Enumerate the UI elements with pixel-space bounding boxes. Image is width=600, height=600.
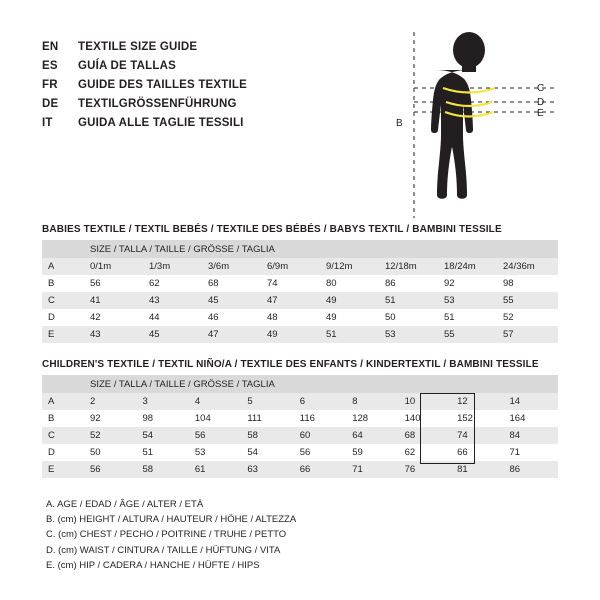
cell: 54 [138, 427, 190, 444]
cell: 51 [138, 444, 190, 461]
header-blank-cell [42, 375, 86, 393]
cell: 76 [401, 461, 453, 478]
cell: 64 [348, 427, 400, 444]
table-row [42, 393, 558, 410]
title-row [42, 38, 342, 57]
cell: 8 [348, 393, 400, 410]
cell: 14 [506, 393, 559, 410]
language-code-en: EN [42, 41, 59, 53]
cell: 0/1m [86, 258, 145, 275]
row-label-a: A [42, 393, 86, 410]
cell: 63 [243, 461, 295, 478]
cell: 18/24m [440, 258, 499, 275]
cell: 55 [440, 326, 499, 343]
cell: 81 [453, 461, 505, 478]
cell: 43 [145, 292, 204, 309]
table-row [42, 258, 558, 275]
title-row [42, 76, 342, 95]
title-text-fr: GUIDE DES TAILLES TEXTILE [78, 79, 247, 91]
table-row [42, 427, 558, 444]
row-label-c: C [42, 292, 86, 309]
title-text-en: TEXTILE SIZE GUIDE [78, 41, 198, 53]
header-blank-cell [42, 240, 86, 258]
cell: 45 [145, 326, 204, 343]
body-measurement-figure [391, 26, 566, 216]
cell: 55 [499, 292, 558, 309]
cell: 74 [263, 275, 322, 292]
language-code-fr: FR [42, 79, 58, 91]
children-size-table [42, 375, 558, 478]
cell: 43 [86, 326, 145, 343]
row-label-b: B [42, 275, 86, 292]
row-label-d: D [42, 309, 86, 326]
cell: 62 [401, 444, 453, 461]
cell: 104 [191, 410, 243, 427]
cell: 71 [348, 461, 400, 478]
cell: 6/9m [263, 258, 322, 275]
title-text-de: TEXTILGRÖSSENFÜHRUNG [78, 98, 237, 110]
cell: 47 [204, 326, 263, 343]
title-text-it: GUIDA ALLE TAGLIE TESSILI [78, 117, 244, 129]
cell: 4 [191, 393, 243, 410]
cell: 45 [204, 292, 263, 309]
cell: 66 [453, 444, 505, 461]
title-row [42, 57, 342, 76]
cell: 86 [381, 275, 440, 292]
marker-e: E [537, 108, 544, 119]
cell: 3/6m [204, 258, 263, 275]
cell: 24/36m [499, 258, 558, 275]
cell: 68 [204, 275, 263, 292]
marker-c: C [537, 83, 545, 94]
title-row [42, 114, 342, 133]
cell: 111 [243, 410, 295, 427]
cell: 49 [322, 309, 381, 326]
cell: 42 [86, 309, 145, 326]
cell: 57 [499, 326, 558, 343]
language-code-es: ES [42, 60, 58, 72]
table-row [42, 444, 558, 461]
table-header-row [42, 375, 558, 393]
cell: 49 [263, 326, 322, 343]
cell: 68 [401, 427, 453, 444]
cell: 50 [381, 309, 440, 326]
row-label-c: C [42, 427, 86, 444]
cell: 54 [243, 444, 295, 461]
cell: 49 [322, 292, 381, 309]
cell: 2 [86, 393, 138, 410]
cell: 48 [263, 309, 322, 326]
header-size-label: SIZE / TALLA / TAILLE / GRÖSSE / TAGLIA [86, 240, 558, 258]
table-row [42, 410, 558, 427]
title-row [42, 95, 342, 114]
cell: 46 [204, 309, 263, 326]
header-size-label: SIZE / TALLA / TAILLE / GRÖSSE / TAGLIA [86, 375, 558, 393]
babies-size-table [42, 240, 558, 343]
cell: 10 [401, 393, 453, 410]
cell: 56 [191, 427, 243, 444]
cell: 51 [381, 292, 440, 309]
language-code-it: IT [42, 117, 53, 129]
legend-item-e: E. (cm) HIP / CADERA / HANCHE / HÜFTE / HIPS [46, 559, 260, 571]
table-row [42, 275, 558, 292]
row-label-d: D [42, 444, 86, 461]
cell: 12 [453, 393, 505, 410]
legend-item-a: A. AGE / EDAD / ÂGE / ALTER / ETÀ [46, 499, 204, 510]
cell: 9/12m [322, 258, 381, 275]
cell: 6 [296, 393, 348, 410]
children-section-heading: CHILDREN'S TEXTILE / TEXTIL NIÑO/A / TEXTILE DES ENFANTS / KINDERTEXTIL / BAMBINI TESSILE [42, 359, 539, 370]
table-row [42, 292, 558, 309]
cell: 56 [86, 461, 138, 478]
cell: 62 [145, 275, 204, 292]
cell: 58 [243, 427, 295, 444]
cell: 52 [499, 309, 558, 326]
cell: 92 [440, 275, 499, 292]
table-row [42, 461, 558, 478]
cell: 59 [348, 444, 400, 461]
title-block [42, 38, 342, 133]
title-text-es: GUÍA DE TALLAS [78, 60, 176, 72]
cell: 140 [401, 410, 453, 427]
cell: 1/3m [145, 258, 204, 275]
legend-item-d: D. (cm) WAIST / CINTURA / TAILLE / HÜFTUNG / VITA [46, 544, 281, 556]
cell: 5 [243, 393, 295, 410]
cell: 152 [453, 410, 505, 427]
cell: 60 [296, 427, 348, 444]
cell: 92 [86, 410, 138, 427]
cell: 56 [296, 444, 348, 461]
table-row [42, 326, 558, 343]
cell: 66 [296, 461, 348, 478]
legend [46, 497, 296, 573]
cell: 80 [322, 275, 381, 292]
legend-item-b: B. (cm) HEIGHT / ALTURA / HAUTEUR / HÖHE / ALTEZZA [46, 514, 297, 526]
cell: 86 [506, 461, 559, 478]
cell: 53 [191, 444, 243, 461]
marker-d: D [537, 97, 545, 108]
marker-b: B [396, 118, 403, 129]
language-code-de: DE [42, 98, 59, 110]
cell: 50 [86, 444, 138, 461]
cell: 116 [296, 410, 348, 427]
cell: 74 [453, 427, 505, 444]
legend-item-c: C. (cm) CHEST / PECHO / POITRINE / TRUHE / PETTO [46, 529, 287, 541]
babies-section-heading: BABIES TEXTILE / TEXTIL BEBÉS / TEXTILE DES BÉBÉS / BABYS TEXTIL / BAMBINI TESSILE [42, 224, 502, 235]
cell: 61 [191, 461, 243, 478]
cell: 58 [138, 461, 190, 478]
table-row [42, 309, 558, 326]
cell: 52 [86, 427, 138, 444]
cell: 44 [145, 309, 204, 326]
cell: 84 [506, 427, 559, 444]
cell: 56 [86, 275, 145, 292]
cell: 71 [506, 444, 559, 461]
row-label-e: E [42, 326, 86, 343]
cell: 51 [322, 326, 381, 343]
row-label-b: B [42, 410, 86, 427]
cell: 128 [348, 410, 400, 427]
cell: 164 [506, 410, 559, 427]
cell: 53 [381, 326, 440, 343]
cell: 47 [263, 292, 322, 309]
cell: 53 [440, 292, 499, 309]
cell: 51 [440, 309, 499, 326]
row-label-a: A [42, 258, 86, 275]
cell: 3 [138, 393, 190, 410]
table-header-row [42, 240, 558, 258]
cell: 41 [86, 292, 145, 309]
cell: 12/18m [381, 258, 440, 275]
cell: 98 [499, 275, 558, 292]
cell: 98 [138, 410, 190, 427]
row-label-e: E [42, 461, 86, 478]
